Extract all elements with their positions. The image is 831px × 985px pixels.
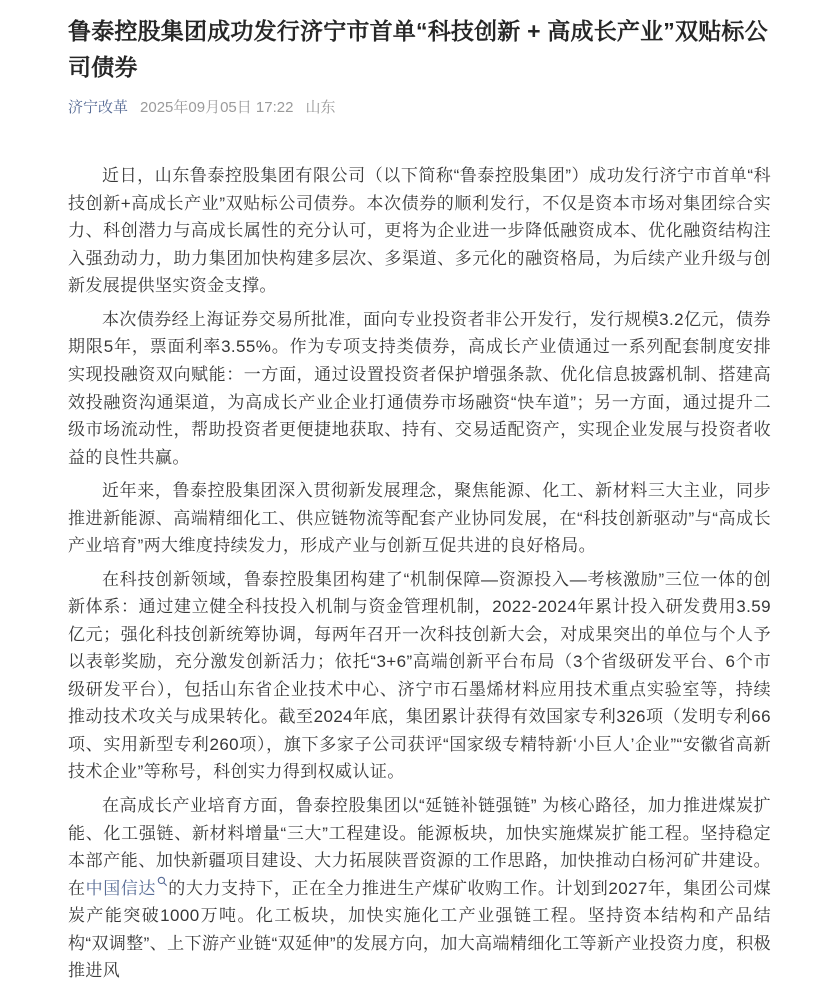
paragraph-text: 在高成长产业培育方面，鲁泰控股集团以“延链补链强链” 为核心路径，加力推进煤炭扩能、化工强链、新材料增量“三大”工程建设。能源板块，加快实施煤炭扩能工程。坚持稳定本部产能、加快新疆项目建设、大力拓展陕晋资源的工作思路，加快推动白杨河矿井建设。在	[68, 795, 771, 898]
paragraph-text: 本次债券经上海证券交易所批准，面向专业投资者非公开发行，发行规模3.2亿元，债券期限5年，票面利率3.55%。作为专项支持类债券，高成长产业债通过一系列配套制度安排实现投融资双向赋能：一方面，通过设置投资者保护增强条款、优化信息披露机制、搭建高效投融资沟通渠道，为高成长产业企业打通债券市场融资“快车道”；另一方面，通过提升二级市场流动性，帮助投资者更便捷地获取、持有、交易适配资产，实现企业发展与投资者收益的良性共赢。	[68, 309, 771, 467]
article-body	[68, 162, 771, 984]
article-paragraph	[68, 477, 771, 560]
paragraph-text: 近日，山东鲁泰控股集团有限公司（以下简称“鲁泰控股集团”）成功发行济宁市首单“科技创新+高成长产业”双贴标公司债券。本次债券的顺利发行，不仅是资本市场对集团综合实力、科创潜力与高成长属性的充分认可，更将为企业进一步降低融资成本、优化融资结构注入强劲动力，助力集团加快构建多层次、多渠道、多元化的融资格局，为后续产业升级与创新发展提供坚实资金支撑。	[68, 166, 771, 296]
article-paragraph	[68, 566, 771, 786]
entity-link-china-cinda[interactable]	[86, 879, 168, 898]
article-meta	[68, 97, 771, 118]
search-icon	[157, 876, 168, 887]
paragraph-text: 近年来，鲁泰控股集团深入贯彻新发展理念，聚焦能源、化工、新材料三大主业，同步推进新能源、高端精细化工、供应链物流等配套产业协同发展，在“科技创新驱动”与“高成长产业培育”两大维度持续发力，形成产业与创新互促共进的良好格局。	[68, 481, 771, 556]
paragraph-text: 在科技创新领域，鲁泰控股集团构建了“机制保障—资源投入—考核激励”三位一体的创新体系：通过建立健全科技投入机制与资金管理机制，2022-2024年累计投入研发费用3.59亿元；强化科技创新统筹协调，每两年召开一次科技创新大会，对成果突出的单位与个人予以表彰奖励，充分激发创新活力；依托“3+6”高端创新平台布局（3个省级研发平台、6个市级研发平台），包括山东省企业技术中心、济宁市石墨烯材料应用技术重点实验室等，持续推动技术攻关与成果转化。截至2024年底，集团累计获得有效国家专利326项（发明专利66项、实用新型专利260项），旗下多家子公司获评“国家级专精特新‘小巨人’企业”“安徽省高新技术企业”等称号，科创实力得到权威认证。	[68, 569, 771, 782]
account-name-link[interactable]: 济宁改革	[68, 99, 129, 117]
article-paragraph	[68, 306, 771, 471]
entity-link-label: 中国信达	[85, 878, 157, 898]
paragraph-text: 的大力支持下，正在全力推进生产煤矿收购工作。计划到2027年，集团公司煤炭产能突破1000万吨。化工板块，加快实施化工产业强链工程。坚持资本结构和产品结构“双调整”、上下游产业链“双延伸”的发展方向，加大高端精细化工等新产业投资力度，积极推进风	[68, 878, 771, 981]
article-title: 鲁泰控股集团成功发行济宁市首单“科技创新 + 高成长产业”双贴标公司债券	[68, 18, 768, 80]
publish-location: 山东	[305, 99, 336, 117]
article-paragraph	[68, 162, 771, 300]
article-paragraph	[68, 792, 771, 985]
publish-datetime: 2025年09月05日 17:22	[140, 99, 294, 117]
